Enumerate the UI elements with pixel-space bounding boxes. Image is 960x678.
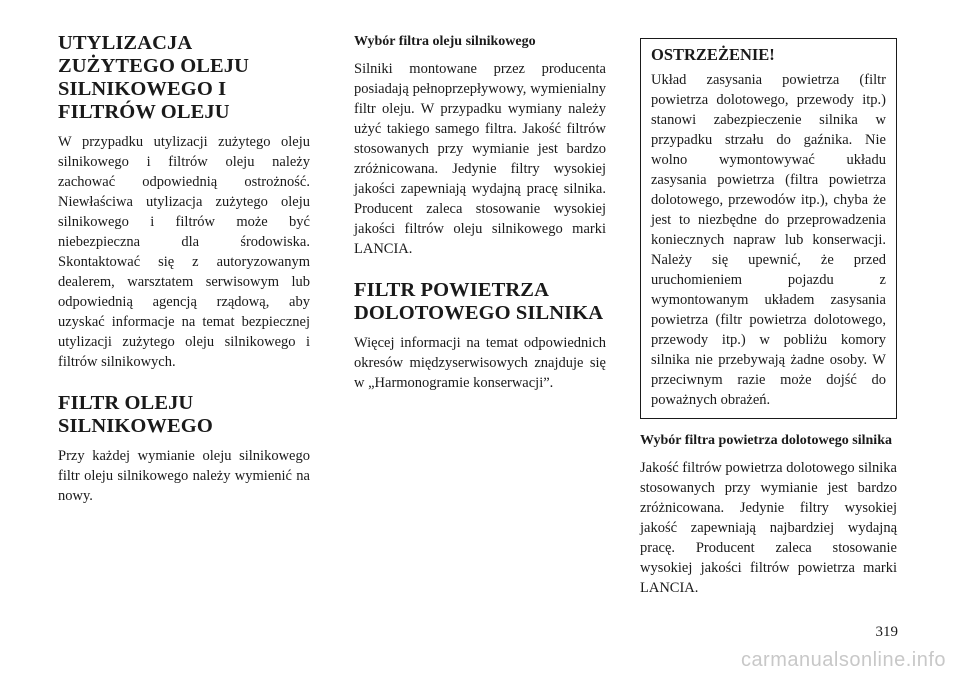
watermark: carmanualsonline.info (740, 649, 946, 671)
right-column (640, 32, 897, 598)
middle-column (354, 32, 606, 393)
left-column (58, 32, 310, 506)
body-paragraph: Jakość filtrów powietrza dolotowego silnika stosowanych przy wymianie jest bardzo zróżnicowana. Jedynie filtry wysokiej jakość zapewniają najbardziej wydajną pracę. Producent zaleca stosowanie wysokiej jakości filtrów powietrza marki LANCIA. (640, 460, 897, 596)
section-heading-oil-filter: FILTR OLEJU SILNIKOWEGO (58, 392, 213, 437)
warning-text: Układ zasysania powietrza (filtr powietrza dolotowego, przewody itp.) stanowi zabezpieczenie silnika w przypadku strzału do gaźnika. Nie wolno wymontowywać układu zasysania powietrza (filtra powietrza dolotowego, przewodów itp.), chyba że jest to niezbędne do przeprowadzenia koniecznych napraw lub konserwacji. Należy się upewnić, że przed uruchomieniem pojazdu z wymontowanym układem zasysania powietrza (filtr powietrza dolotowego, przewody itp.) w pobliżu komory silnika nie przebywają żadne osoby. W przeciwnym razie może dojść do poważnych obrażeń. (651, 72, 886, 408)
warning-title: OSTRZEŻENIE! (651, 45, 775, 64)
body-paragraph: Przy każdej wymianie oleju silnikowego filtr oleju silnikowego należy wymienić na nowy. (58, 448, 310, 504)
section-heading-oil-disposal: UTYLIZACJA ZUŻYTEGO OLEJU SILNIKOWEGO I FILTRÓW OLEJU (58, 32, 250, 123)
subheading-air-filter-selection: Wybór filtra powietrza dolotowego silnika (640, 433, 892, 448)
page-number: 319 (875, 624, 898, 640)
subheading-oil-filter-selection: Wybór filtra oleju silnikowego (354, 34, 536, 49)
body-paragraph: W przypadku utylizacji zużytego oleju silnikowego i filtrów oleju należy zachować odpowiednią ostrożność. Niewłaściwa utylizacja zużytego oleju silnikowego i filtrów może być niebezpieczna dla środowiska. Skontaktować się z autoryzowanym dealerem, warsztatem serwisowym lub odpowiednią agencją rządową, aby uzyskać informacje na temat bezpiecznej utylizacji zużytego oleju silnikowego i filtrów silnikowych. (58, 134, 310, 370)
body-paragraph: Więcej informacji na temat odpowiednich okresów międzyserwisowych znajduje się w „Harmonogramie konserwacji”. (354, 335, 606, 391)
warning-box (640, 38, 897, 419)
section-heading-air-filter: FILTR POWIETRZA DOLOTOWEGO SILNIKA (354, 279, 604, 324)
body-paragraph: Silniki montowane przez producenta posiadają pełnoprzepływowy, wymienialny filtr oleju. W przypadku wymiany należy użyć takiego samego filtra. Jakość filtrów stosowanych przy wymianie jest bardzo zróżnicowana. Jedynie filtry wysokiej jakości zapewniają wydajną pracę silnika. Producent zaleca stosowanie wysokiej jakości filtrów oleju silnikowego marki LANCIA. (354, 61, 606, 257)
